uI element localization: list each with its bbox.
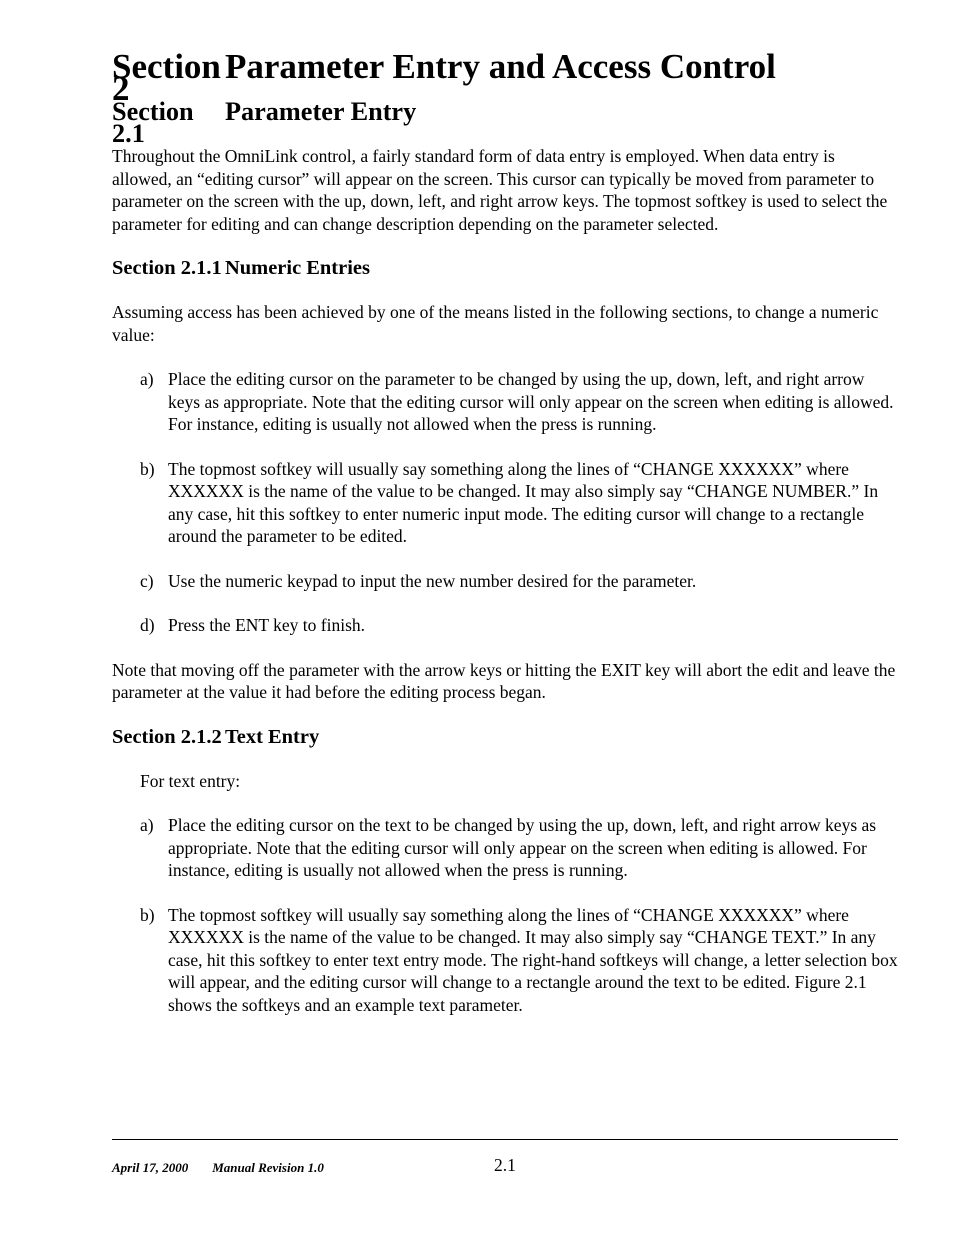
section-2-heading bbox=[112, 47, 898, 108]
list-item bbox=[112, 368, 898, 436]
section-number: Section 2.1.2 bbox=[112, 725, 222, 748]
list-text: Press the ENT key to finish. bbox=[168, 615, 366, 635]
list-item bbox=[112, 614, 898, 637]
section-2-1-heading bbox=[112, 97, 898, 148]
list-label: c) bbox=[140, 570, 154, 591]
section-2-1-2-heading bbox=[112, 726, 898, 748]
list-text: Place the editing cursor on the text to be changed by using the up, down, left, and right arrow keys as appropriate. Note that the editing cursor will only appear on the screen when editing is allowed. For instance, editing is usually not allowed when the press is running. bbox=[168, 815, 877, 880]
numeric-intro: Assuming access has been achieved by one of the means listed in the following sections, to change a numeric value: bbox=[112, 302, 879, 345]
footer-info bbox=[112, 1160, 324, 1176]
list-item bbox=[112, 458, 898, 548]
section-number: Section 2.1 bbox=[112, 97, 194, 148]
list-item bbox=[112, 814, 898, 882]
numeric-note: Note that moving off the parameter with the arrow keys or hitting the EXIT key will abort the edit and leave the parameter at the value it had before the editing process began. bbox=[112, 659, 896, 702]
list-item bbox=[112, 570, 898, 593]
text-intro: For text entry: bbox=[140, 770, 241, 791]
section-number: Section 2.1.1 bbox=[112, 257, 222, 279]
list-text: Use the numeric keypad to input the new number desired for the parameter. bbox=[168, 570, 697, 591]
list-label: d) bbox=[140, 615, 155, 635]
document-page bbox=[112, 47, 898, 1016]
section-2-1-body: Throughout the OmniLink control, a fairly standard form of data entry is employed. When data entry is allowed, an “editing cursor” will appear on the screen. This cursor can typically be moved from parameter to parameter on the screen with the up, down, left, and right arrow keys. The topmost softkey is used to select the parameter for editing and can change description depending on the parameter selected. bbox=[112, 146, 888, 234]
footer-revision: Manual Revision 1.0 bbox=[212, 1160, 324, 1175]
footer-divider bbox=[112, 1139, 898, 1140]
section-title: Numeric Entries bbox=[225, 257, 370, 279]
list-item bbox=[112, 904, 898, 1017]
list-label: a) bbox=[140, 815, 154, 835]
section-2-1-1-heading bbox=[112, 257, 898, 279]
page-number: 2.1 bbox=[494, 1155, 516, 1175]
section-title: Parameter Entry bbox=[225, 97, 417, 126]
list-label: b) bbox=[140, 458, 155, 479]
list-text: Place the editing cursor on the parameter to be changed by using the up, down, left, and right arrow keys as appropriate. Note that the editing cursor will only appear on the screen when editing is allowed. For instance, editing is usually not allowed when the press is running. bbox=[168, 369, 894, 434]
section-title: Text Entry bbox=[225, 725, 320, 748]
footer-date: April 17, 2000 bbox=[112, 1160, 189, 1175]
list-text: The topmost softkey will usually say something along the lines of “CHANGE XXXXXX” where XXXXXX is the name of the value to be changed. It may also simply say “CHANGE TEXT.” In any case, hit this softkey to enter text entry mode. The right-hand softkeys will change, a letter selection box will appear, and the editing cursor will change to a rectangle around the text to be edited. Figure 2.1 shows the softkeys and an example text parameter. bbox=[168, 904, 898, 1015]
section-title: Parameter Entry and Access Control bbox=[225, 47, 776, 86]
list-text: The topmost softkey will usually say something along the lines of “CHANGE XXXXXX” where XXXXXX is the name of the value to be changed. It may also simply say “CHANGE NUMBER.” In any case, hit this softkey to enter numeric input mode. The editing cursor will change to a rectangle around the parameter to be edited. bbox=[168, 458, 879, 546]
list-label: a) bbox=[140, 369, 154, 389]
list-label: b) bbox=[140, 904, 155, 925]
section-number: Section 2 bbox=[112, 47, 221, 108]
